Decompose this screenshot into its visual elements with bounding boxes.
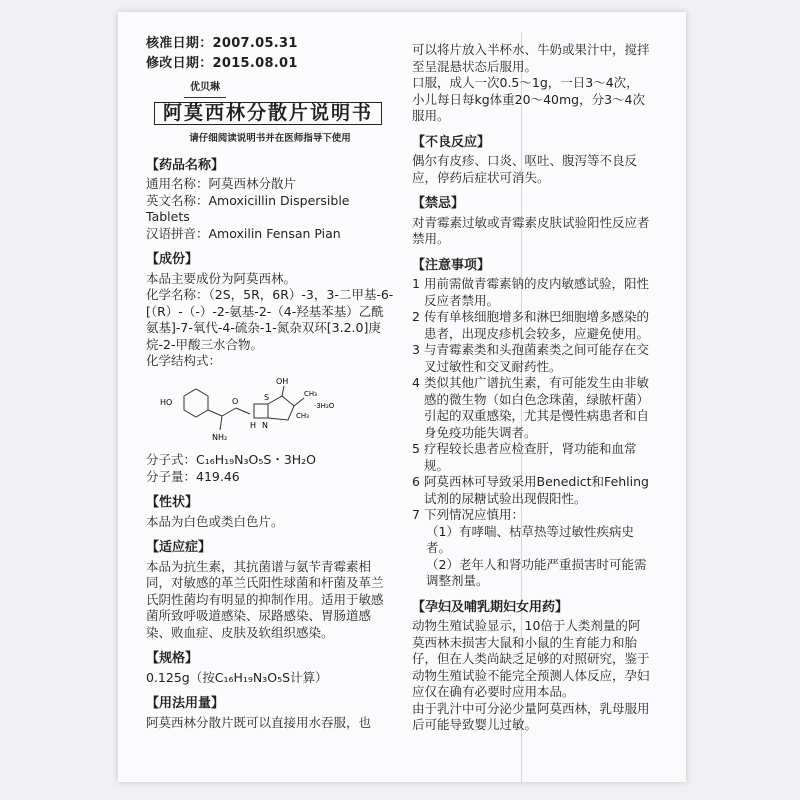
specification-heading: 【规格】 xyxy=(146,651,199,666)
label-ho: HO xyxy=(160,397,173,407)
molecular-weight: 分子量：419.46 xyxy=(146,468,240,484)
left-column xyxy=(146,34,394,731)
sub-item: （1）有哮喘、枯草热等过敏性疾病史者。 xyxy=(426,523,634,555)
label-oh: OH xyxy=(276,376,289,386)
dosage-text-left: 阿莫西林分散片既可以直接用水吞服，也 xyxy=(146,714,372,730)
composition-heading: 【成份】 xyxy=(146,252,199,267)
list-item: 3 与青霉素类和头孢菌素类之间可能存在交叉过敏性和交叉耐药性。 xyxy=(412,342,650,374)
drug-name-heading: 【药品名称】 xyxy=(146,157,225,173)
dosage-heading: 【用法用量】 xyxy=(146,696,225,711)
document-title: 阿莫西林分散片说明书 xyxy=(154,102,382,126)
leaflet-paper xyxy=(118,12,686,782)
indications-text: 本品为抗生素，其抗菌谱与氨苄青霉素相同，对敏感的革兰氏阳性球菌和杆菌及革兰氏阴性菌均有明显的抑制作用。适用于敏感菌所致呼吸道感染、尿路感染、胃肠道感染、败血症、皮肤及软组织感染。 xyxy=(146,558,384,640)
right-column xyxy=(412,42,650,734)
list-item: 5 疗程较长患者应检查肝，肾功能和血常规。 xyxy=(412,441,637,473)
dates-block xyxy=(146,34,394,74)
chemical-structure-diagram xyxy=(154,374,344,444)
pregnancy-heading: 【孕妇及哺乳期妇女用药】 xyxy=(412,599,569,615)
usage-notice: 请仔细阅读说明书并在医师指导下使用 xyxy=(189,133,351,144)
label-ch3-b: CH₃ xyxy=(296,411,309,420)
brand-logo: 优贝琳 xyxy=(184,80,226,98)
structure-label: 化学结构式： xyxy=(146,353,222,368)
label-s: S xyxy=(264,392,270,402)
english-name: 英文名称：Amoxicillin Dispersible Tablets xyxy=(146,192,350,224)
list-item: 1 用前需做青霉素钠的皮内敏感试验，阳性反应者禁用。 xyxy=(412,276,650,308)
list-item: 2 传有单核细胞增多和淋巴细胞增多感染的患者，出现皮疹机会较多，应避免使用。 xyxy=(412,309,650,341)
list-item: 7 下列情况应慎用： xyxy=(412,507,525,522)
label-ch3-a: CH₃ xyxy=(304,389,317,398)
specification-text: 0.125g（按C₁₆H₁₉N₃O₅S计算） xyxy=(146,669,328,685)
label-water: ·3H₂O xyxy=(314,401,335,410)
contraindications-text: 对青霉素过敏或青霉素皮肤试验阳性反应者禁用。 xyxy=(412,214,650,246)
generic-name: 通用名称：阿莫西林分散片 xyxy=(146,176,297,191)
dosage-text-right: 可以将片放入半杯水、牛奶或果汁中，搅拌至呈混悬状态后服用。 xyxy=(412,42,650,74)
label-h: H xyxy=(250,420,257,430)
indications-heading: 【适应症】 xyxy=(146,540,212,555)
list-item: 6 阿莫西林可导致采用Benedict和Fehling试剂的尿糖试验出现假阳性。 xyxy=(412,474,649,506)
character-text: 本品为白色或类白色片。 xyxy=(146,513,284,529)
pregnancy-text: 动物生殖试验显示，10倍于人类剂量的阿莫西林未损害大鼠和小鼠的生育能力和胎仔，但在人类尚缺乏足够的对照研究，鉴于动物生殖试验不能完全预测人体反应，孕妇应仅在确有必要时应用本品。 xyxy=(412,618,650,699)
adverse-text: 偶尔有皮疹、口炎、呕吐、腹泻等不良反应，停药后症状可消失。 xyxy=(412,153,638,185)
chemical-name: 化学名称：（2S，5R，6R）-3，3-二甲基-6-[（R）-（-）-2-氨基-2-（4-羟基苯基）乙酰氨基]-7-氧代-4-硫杂-1-氮杂双环[3.2.0]庚烷-2-甲酸三水合物。 xyxy=(146,287,394,352)
main-ingredient: 本品主要成份为阿莫西林。 xyxy=(146,270,297,286)
list-item: 4 类似其他广谱抗生素，有可能发生由非敏感的微生物（如白色念珠菌，绿脓杆菌）引起的双重感染，尤其是慢性病患者和自身免疫功能失调者。 xyxy=(412,375,650,440)
adverse-heading: 【不良反应】 xyxy=(412,134,491,150)
molecular-formula: 分子式：C₁₆H₁₉N₃O₅S・3H₂O xyxy=(146,452,317,467)
sub-item: （2）老年人和肾功能严重损害时可能需调整剂量。 xyxy=(426,556,647,588)
lactation-text: 由于乳汁中可分泌少量阿莫西林，乳母服用后可能导致婴儿过敏。 xyxy=(412,700,650,732)
label-o: O xyxy=(232,396,239,406)
revision-date: 修改日期：2015.08.01 xyxy=(146,56,298,71)
precautions-heading: 【注意事项】 xyxy=(412,257,491,273)
character-heading: 【性状】 xyxy=(146,495,199,510)
pinyin-name: 汉语拼音：Amoxilin Fensan Pian xyxy=(146,225,341,241)
dosage-adult: 口服，成人一次0.5～1g，一日3～4次，小儿每日每kg体重20～40mg，分3～4次服用。 xyxy=(412,75,646,123)
contraindications-heading: 【禁忌】 xyxy=(412,196,465,211)
label-nh2: NH₂ xyxy=(212,432,228,442)
label-n: N xyxy=(262,420,268,430)
approval-date: 核准日期：2007.05.31 xyxy=(146,36,298,51)
